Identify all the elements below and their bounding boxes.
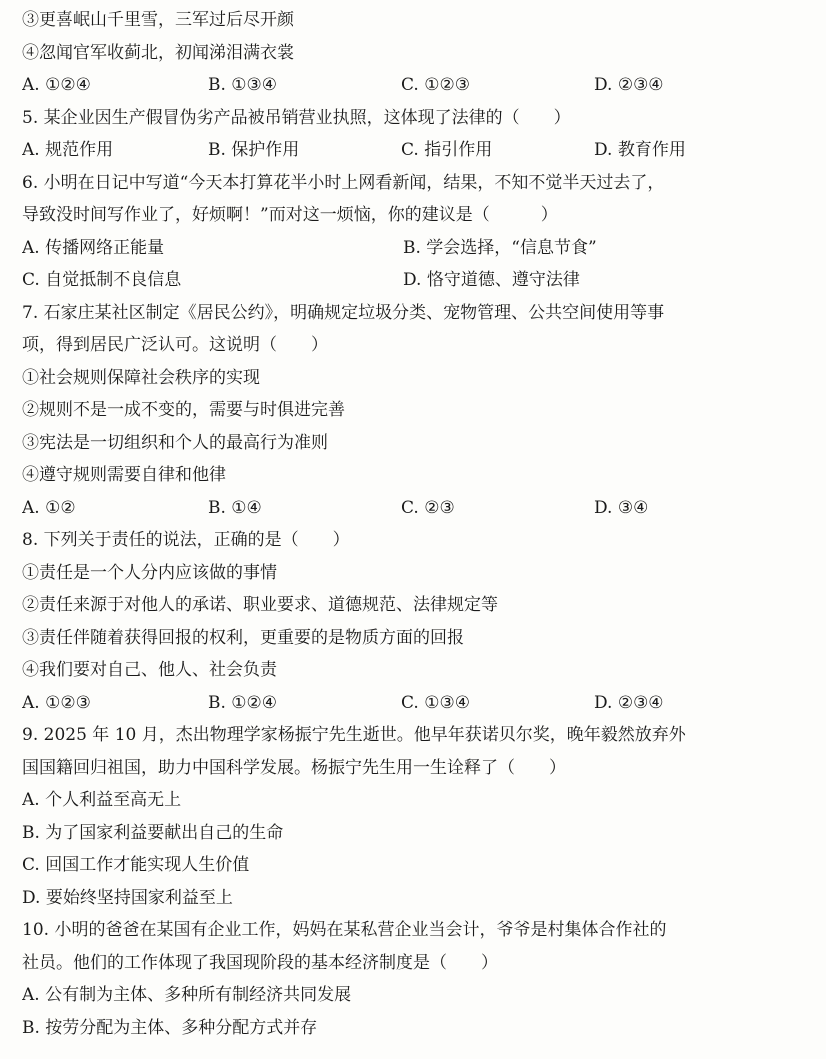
option-item: B. 保护作用	[208, 140, 300, 160]
text-line: C. 回国工作才能实现人生价值	[22, 855, 250, 875]
option-item: D. 教育作用	[594, 140, 686, 160]
text-line: 导致没时间写作业了，好烦啊！”而对这一烦恼，你的建议是（ ）	[22, 205, 558, 225]
text-line: ③责任伴随着获得回报的权利，更重要的是物质方面的回报	[22, 627, 464, 648]
option-item: D. ②③④	[594, 75, 664, 95]
text-line: ②责任来源于对他人的承诺、职业要求、道德规范、法律规定等	[22, 595, 498, 615]
option-row	[22, 264, 826, 297]
option-item: A. 传播网络正能量	[22, 237, 165, 258]
text-line: 8. 下列关于责任的说法，正确的是（ ）	[22, 530, 350, 550]
option-row	[22, 232, 826, 265]
option-item: A. 规范作用	[22, 140, 114, 160]
option-item: C. ②③	[401, 497, 455, 518]
option-item: A. ①②③	[22, 692, 91, 713]
option-item: B. ①④	[208, 497, 262, 518]
text-line: ②规则不是一成不变的，需要与时俱进完善	[22, 400, 345, 420]
text-line: 6. 小明在日记中写道“今天本打算花半小时上网看新闻，结果，不知不觉半天过去了，	[22, 172, 665, 193]
option-item: C. ①②③	[401, 75, 470, 95]
text-line: B. 为了国家利益要献出自己的生命	[22, 822, 284, 843]
option-item: C. 自觉抵制不良信息	[22, 270, 182, 290]
option-item: A. ①②	[22, 497, 76, 518]
text-line: 项，得到居民广泛认可。这说明（ ）	[22, 335, 328, 355]
text-line: ①社会规则保障社会秩序的实现	[22, 367, 260, 388]
option-item: B. ①③④	[208, 75, 278, 95]
text-line: B. 按劳分配为主体、多种分配方式并存	[22, 1017, 318, 1038]
option-item: B. 学会选择，“信息节食”	[403, 237, 597, 258]
option-item: D. ③④	[594, 497, 649, 518]
text-line: ③更喜岷山千里雪，三军过后尽开颜	[22, 10, 294, 30]
text-line: A. 公有制为主体、多种所有制经济共同发展	[22, 985, 352, 1005]
option-row	[22, 492, 826, 525]
text-line: ①责任是一个人分内应该做的事情	[22, 562, 277, 583]
option-item: B. ①②④	[208, 692, 278, 713]
option-item: D. 恪守道德、遵守法律	[403, 270, 580, 290]
text-line: 国国籍回归祖国，助力中国科学发展。杨振宁先生用一生诠释了（ ）	[22, 757, 566, 778]
text-line: ④遵守规则需要自律和他律	[22, 465, 226, 485]
option-item: A. ①②④	[22, 75, 91, 95]
text-line: 10. 小明的爸爸在某国有企业工作，妈妈在某私营企业当会计，爷爷是村集体合作社的	[22, 920, 667, 940]
option-row	[22, 69, 826, 102]
text-line: 7. 石家庄某社区制定《居民公约》，明确规定垃圾分类、宠物管理、公共空间使用等事	[22, 302, 665, 323]
text-line: A. 个人利益至高无上	[22, 790, 182, 810]
text-line: ③宪法是一切组织和个人的最高行为准则	[22, 432, 328, 453]
text-line: ④忽闻官军收蓟北，初闻涕泪满衣裳	[22, 42, 294, 63]
text-line: 9. 2025 年 10 月，杰出物理学家杨振宁先生逝世。他早年获诺贝尔奖，晚年毅然放弃外	[22, 725, 686, 745]
option-item: D. ②③④	[594, 692, 664, 713]
option-row	[22, 134, 826, 167]
option-item: C. 指引作用	[401, 140, 493, 160]
text-line: D. 要始终坚持国家利益至上	[22, 887, 233, 908]
option-item: C. ①③④	[401, 692, 470, 713]
text-line: 社员。他们的工作体现了我国现阶段的基本经济制度是（ ）	[22, 952, 498, 973]
option-row	[22, 687, 826, 720]
text-line: 5. 某企业因生产假冒伪劣产品被吊销营业执照，这体现了法律的（ ）	[22, 107, 571, 128]
text-line: ④我们要对自己、他人、社会负责	[22, 660, 277, 680]
